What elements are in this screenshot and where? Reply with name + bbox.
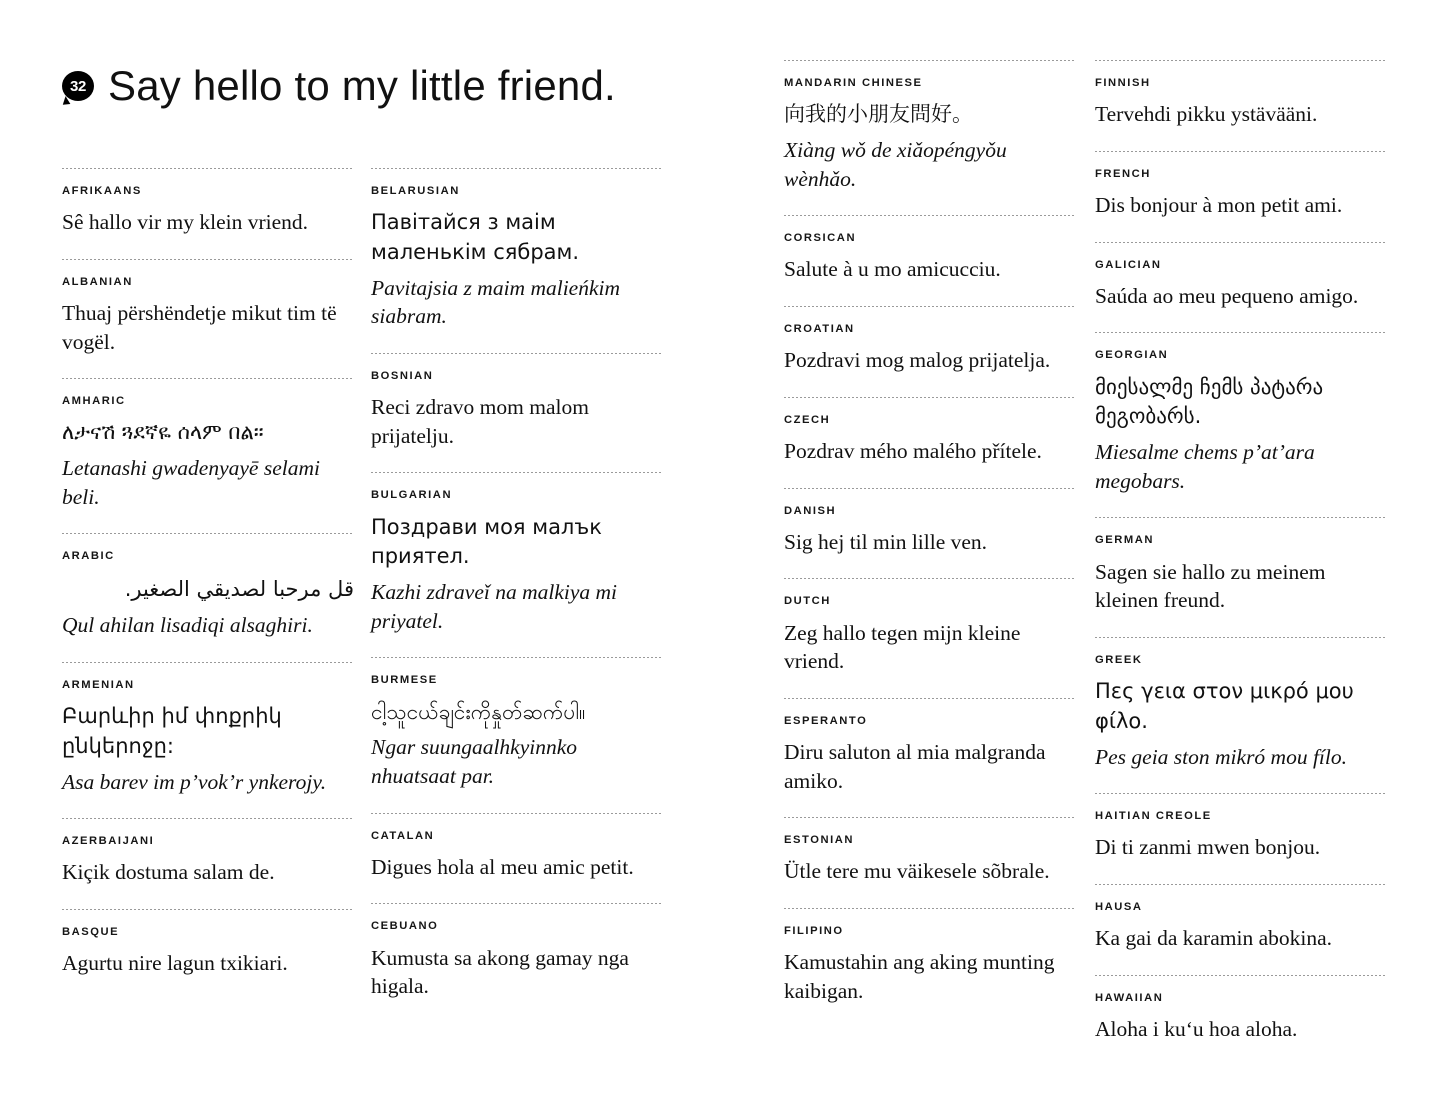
language-label: GREEK [1095,653,1143,666]
entry-spacer [784,801,1076,817]
language-entry [62,259,354,378]
phrase-native: Πες γεια στον μικρό μου φίλο. [1095,679,1354,733]
chapter-number: 32 [70,77,86,95]
language-label: HAWAIIAN [1095,991,1164,1004]
language-label: GEORGIAN [1095,349,1169,362]
language-entry [784,215,1076,306]
entry-spacer [371,337,663,353]
entry-spacer [62,243,354,259]
entry-spacer [371,456,663,472]
phrase-native: Sig hej til min lille ven. [784,529,988,554]
entry-spacer [784,1011,1076,1027]
language-entry [371,903,663,1022]
entry-spacer [62,893,354,909]
entry-divider [1095,332,1387,333]
entry-divider [371,472,663,473]
language-entry [62,168,354,259]
entry-spacer [1095,868,1387,884]
language-label: DUTCH [784,595,831,608]
entry-spacer [784,892,1076,908]
entry-divider [784,578,1076,579]
language-entry [1095,975,1387,1066]
entry-divider [784,908,1076,909]
language-label: DANISH [784,504,837,517]
entry-spacer [1095,959,1387,975]
entry-divider [1095,884,1387,885]
phrase-native: ለታናሽ ጓደኛዬ ሰላም በል። [62,420,264,445]
entry-spacer [1095,501,1387,517]
language-column [62,168,354,1000]
language-label: AZERBAIJANI [62,835,155,848]
language-entry [371,657,663,812]
language-entry [1095,637,1387,793]
phrase-native: قل مرحبا لصديقي الصغير. [124,576,354,601]
language-entry [62,909,354,1000]
language-entry [784,306,1076,397]
entry-divider [62,818,354,819]
language-entry [371,472,663,657]
entry-spacer [62,984,354,1000]
language-entry [784,578,1076,697]
entry-divider [784,397,1076,398]
entry-spacer [62,646,354,662]
entry-divider [371,657,663,658]
language-label: CORSICAN [784,232,857,245]
language-label: CZECH [784,413,831,426]
entry-divider [784,60,1076,61]
language-entry [1095,60,1387,151]
language-label: GALICIAN [1095,258,1162,271]
phrase-native: Diru saluton al mia malgranda amiko. [784,739,1046,793]
entry-divider [784,817,1076,818]
language-entry [784,817,1076,908]
language-entry [371,813,663,904]
language-entry [1095,242,1387,333]
phrase-transliteration: Kazhi zdraveǐ na malkiya mi priyatel. [371,580,618,633]
language-entry [62,662,354,818]
language-label: FILIPINO [784,924,844,937]
page-title: Say hello to my little friend. [108,61,616,109]
language-label: MANDARIN CHINESE [784,77,923,89]
language-column [784,60,1076,1027]
language-label: ESTONIAN [784,834,855,847]
phrase-transliteration: Miesalme chems p’at’ara megobars. [1095,440,1315,493]
phrase-native: Sagen sie hallo zu meinem kleinen freund. [1095,559,1326,613]
phrase-native: Aloha i kuʻu hoa aloha. [1095,1017,1298,1042]
phrase-native: Salute à u mo amicucciu. [784,257,1001,282]
language-label: BURMESE [371,674,438,687]
entry-spacer [371,887,663,903]
language-entry [371,353,663,472]
phrase-native: მიესალმე ჩემს პატარა მეგობარს. [1095,374,1324,429]
language-label: ALBANIAN [62,275,133,288]
phrase-transliteration: Qul ahilan lisadiqi alsaghiri. [62,613,313,638]
entry-divider [784,306,1076,307]
language-entry [784,488,1076,579]
entry-divider [371,903,663,904]
language-label: GERMAN [1095,534,1155,547]
entry-divider [62,909,354,910]
language-entry [1095,884,1387,975]
entry-spacer [1095,1050,1387,1066]
entry-divider [1095,793,1387,794]
phrase-native: Pozdrav mého malého přítele. [784,439,1042,463]
entry-spacer [1095,777,1387,793]
phrase-native: Բարևիր իմ փոքրիկ ընկերոջը: [62,703,282,758]
language-entry [1095,517,1387,636]
entry-divider [62,168,354,169]
language-label: BELARUSIAN [371,185,460,197]
entry-spacer [1095,316,1387,332]
phrase-native: ငါ့သူငယ်ချင်းကိုနှုတ်ဆက်ပါ။ [371,699,586,724]
language-label: BULGARIAN [371,489,453,502]
entry-divider [371,813,663,814]
phrase-native: Kiçik dostuma salam de. [62,860,275,885]
phrase-transliteration: Pavitajsia z maim malieńkim siabram. [371,275,621,329]
language-label: CROATIAN [784,323,855,335]
language-label: BOSNIAN [371,370,434,383]
entry-spacer [1095,226,1387,242]
language-entry [1095,793,1387,884]
language-entry [784,908,1076,1027]
entry-spacer [784,381,1076,397]
phrase-native: Ka gai da karamin abokina. [1095,926,1333,951]
language-entry [1095,151,1387,242]
entry-divider [1095,637,1387,638]
entry-spacer [784,472,1076,488]
phrase-transliteration: Asa barev im p’vok’r ynkerojy. [62,769,327,794]
language-entry [371,168,663,353]
phrase-native: Reci zdravo mom malom prijatelju. [371,395,589,448]
entry-divider [784,215,1076,216]
entry-spacer [371,797,663,813]
entry-spacer [784,682,1076,698]
language-label: HAUSA [1095,901,1143,914]
phrase-native: Pozdravi mog malog prijatelja. [784,348,1051,373]
entry-divider [1095,60,1387,61]
phrase-native: Павітайся з маім маленькім сябрам. [371,210,580,265]
entry-divider [1095,975,1387,976]
entry-spacer [371,1007,663,1023]
language-label: HAITIAN CREOLE [1095,810,1212,823]
phrase-transliteration: Pes geia ston mikró mou fílo. [1095,744,1348,769]
entry-divider [62,662,354,663]
phrase-native: Zeg hallo tegen mijn kleine vriend. [784,620,1021,674]
entry-spacer [62,362,354,378]
phrase-native: Saúda ao meu pequeno amigo. [1095,283,1359,308]
entry-divider [62,533,354,534]
language-entry [62,533,354,661]
language-entry [1095,332,1387,517]
entry-divider [371,353,663,354]
entry-divider [784,698,1076,699]
entry-divider [1095,151,1387,152]
entry-divider [1095,517,1387,518]
entry-spacer [62,517,354,533]
language-entry [784,397,1076,488]
phrase-native: Digues hola al meu amic petit. [371,854,634,879]
phrase-native: Kumusta sa akong gamay nga higala. [371,945,629,999]
language-label: BASQUE [62,925,120,938]
entry-spacer [784,199,1076,215]
language-label: ESPERANTO [784,714,868,727]
language-label: CATALAN [371,829,435,842]
phrase-native: 向我的小朋友問好。 [784,102,973,127]
language-entry [784,60,1076,215]
entry-divider [62,259,354,260]
phrase-native: Kamustahin ang aking munting kaibigan. [784,950,1055,1003]
entry-divider [62,378,354,379]
entry-spacer [784,290,1076,306]
phrase-native: Dis bonjour à mon petit ami. [1095,193,1343,217]
language-entry [62,818,354,909]
entry-spacer [784,562,1076,578]
language-label: CEBUANO [371,920,439,933]
language-label: AMHARIC [62,395,126,408]
language-column [1095,60,1387,1066]
entry-spacer [371,641,663,657]
language-label: FINNISH [1095,77,1151,89]
phrase-native: Di ti zanmi mwen bonjou. [1095,835,1321,860]
entry-divider [784,488,1076,489]
phrase-transliteration: Letanashi gwadenyayē selami beli. [62,456,320,509]
phrase-native: Thuaj përshëndetje mikut tim të vogël. [62,301,337,354]
entry-divider [371,168,663,169]
language-label: ARMENIAN [62,678,135,691]
language-label: FRENCH [1095,167,1151,180]
entry-divider [1095,242,1387,243]
phrase-native: Sê hallo vir my klein vriend. [62,210,309,235]
phrase-native: Agurtu nire lagun txikiari. [62,951,288,976]
phrase-native: Tervehdi pikku ystävääni. [1095,102,1318,127]
language-label: AFRIKAANS [62,185,142,197]
entry-spacer [1095,621,1387,637]
language-entry [62,378,354,533]
language-entry [784,698,1076,817]
entry-spacer [62,802,354,818]
phrase-native: Ütle tere mu väikesele sõbrale. [784,859,1050,884]
language-label: ARABIC [62,550,115,563]
phrase-native: Поздрави моя малък приятел. [371,514,602,569]
phrase-transliteration: Xiàng wǒ de xiǎopéngyǒu wènhǎo. [784,138,1007,191]
language-column [371,168,663,1023]
phrase-transliteration: Ngar suungaalhkyinnko nhuatsaat par. [371,735,578,789]
entry-spacer [1095,135,1387,151]
